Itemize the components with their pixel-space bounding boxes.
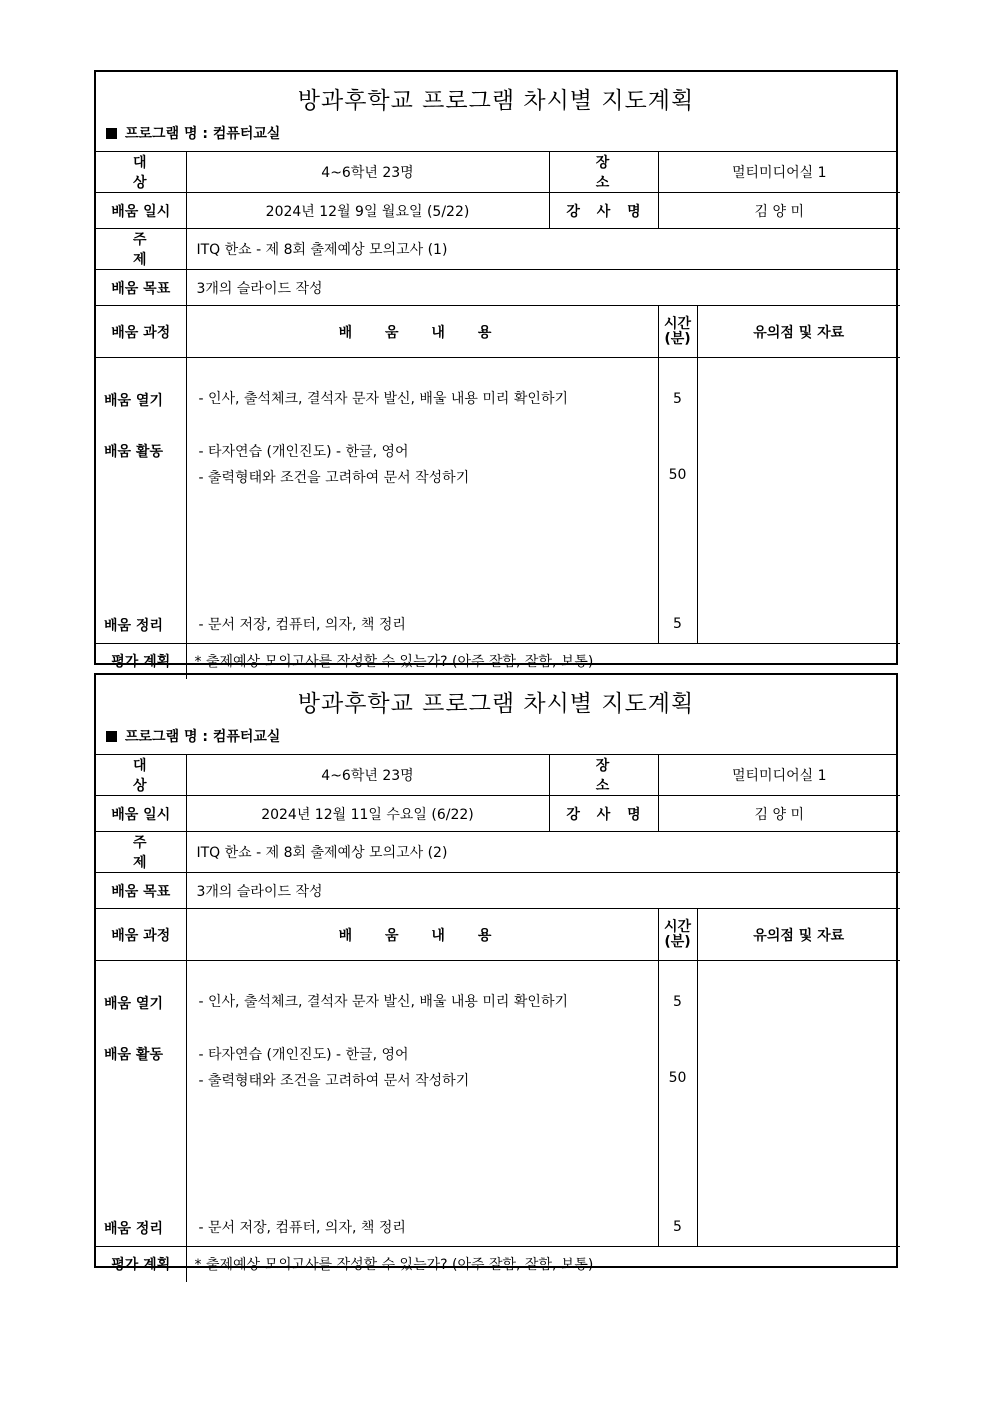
stage-contents (186, 961, 658, 1247)
target-value: 4~6학년 23명 (186, 152, 549, 193)
notes-label: 유의점 및 자료 (697, 306, 900, 358)
instructor-label: 강 사 명 (549, 193, 658, 229)
content-label: 배 움 내 용 (186, 306, 658, 358)
instructor-value: 김 양 미 (658, 796, 900, 832)
stage-minutes (658, 961, 697, 1247)
program-name-text: 프로그램 명 : 컴퓨터교실 (125, 729, 281, 745)
plan-header (96, 72, 896, 152)
place-label: 장 소 (549, 755, 658, 796)
lesson-plan-2 (94, 673, 898, 1274)
target-value: 4~6학년 23명 (186, 755, 549, 796)
lesson-plan-1 (94, 70, 898, 671)
notes-cell (697, 961, 900, 1247)
stage-name: 배움 열기 (104, 996, 163, 1012)
target-label: 대 상 (96, 152, 186, 193)
content-line: - 출력형태와 조건을 고려하여 문서 작성하기 (198, 470, 470, 486)
eval-label: 평가 계획 (96, 644, 186, 679)
stage-names (96, 358, 186, 644)
content-label: 배 움 내 용 (186, 909, 658, 961)
minutes-value: 5 (673, 391, 682, 407)
goal-value: 3개의 슬라이드 작성 (186, 873, 900, 909)
square-bullet-icon (106, 128, 117, 139)
instructor-label: 강 사 명 (549, 796, 658, 832)
stage-names (96, 961, 186, 1247)
content-line: - 타자연습 (개인진도) - 한글, 영어 (198, 1047, 409, 1063)
content-line: - 문서 저장, 컴퓨터, 의자, 책 정리 (198, 1220, 406, 1236)
notes-cell (697, 358, 900, 644)
place-value: 멀티미디어실 1 (658, 152, 900, 193)
eval-label: 평가 계획 (96, 1247, 186, 1282)
topic-label: 주 제 (96, 229, 186, 270)
content-line: - 타자연습 (개인진도) - 한글, 영어 (198, 444, 409, 460)
plan-header (96, 675, 896, 755)
eval-value: * 출제예상 모의고사를 작성할 수 있는가? (아주 잘함, 잘함, 보통) (186, 1247, 900, 1282)
process-label: 배움 과정 (96, 306, 186, 358)
time-label-2: (분) (664, 330, 691, 347)
time-label-1: 시간 (663, 918, 692, 935)
process-label: 배움 과정 (96, 909, 186, 961)
stage-name: 배움 정리 (104, 1221, 163, 1237)
eval-value: * 출제예상 모의고사를 작성할 수 있는가? (아주 잘함, 잘함, 보통) (186, 644, 900, 679)
minutes-value: 50 (668, 1070, 687, 1086)
plan-title: 방과후학교 프로그램 차시별 지도계획 (297, 691, 695, 717)
topic-value: ITQ 한쇼 - 제 8회 출제예상 모의고사 (2) (186, 832, 900, 873)
target-label: 대 상 (96, 755, 186, 796)
time-label (658, 306, 697, 358)
minutes-value: 5 (673, 616, 682, 632)
time-label-2: (분) (664, 933, 691, 950)
stage-name: 배움 정리 (104, 618, 163, 634)
datetime-label: 배움 일시 (96, 193, 186, 229)
stage-name: 배움 열기 (104, 393, 163, 409)
stage-minutes (658, 358, 697, 644)
plan-title: 방과후학교 프로그램 차시별 지도계획 (297, 88, 695, 114)
goal-label: 배움 목표 (96, 873, 186, 909)
program-name (106, 726, 280, 746)
content-line: - 문서 저장, 컴퓨터, 의자, 책 정리 (198, 617, 406, 633)
content-line: - 인사, 출석체크, 결석자 문자 발신, 배울 내용 미리 확인하기 (198, 391, 569, 407)
minutes-value: 5 (673, 994, 682, 1010)
instructor-value: 김 양 미 (658, 193, 900, 229)
stage-contents (186, 358, 658, 644)
datetime-label: 배움 일시 (96, 796, 186, 832)
goal-label: 배움 목표 (96, 270, 186, 306)
topic-label: 주 제 (96, 832, 186, 873)
stage-name: 배움 활동 (104, 1047, 163, 1063)
stage-name: 배움 활동 (104, 444, 163, 460)
plan-table (96, 152, 900, 679)
minutes-value: 5 (673, 1219, 682, 1235)
datetime-value: 2024년 12월 11일 수요일 (6/22) (186, 796, 549, 832)
square-bullet-icon (106, 731, 117, 742)
time-label-1: 시간 (663, 315, 692, 332)
minutes-value: 50 (668, 467, 687, 483)
goal-value: 3개의 슬라이드 작성 (186, 270, 900, 306)
time-label (658, 909, 697, 961)
program-name-text: 프로그램 명 : 컴퓨터교실 (125, 126, 281, 142)
plan-table (96, 755, 900, 1282)
place-label: 장 소 (549, 152, 658, 193)
datetime-value: 2024년 12월 9일 월요일 (5/22) (186, 193, 549, 229)
program-name (106, 123, 280, 143)
content-line: - 출력형태와 조건을 고려하여 문서 작성하기 (198, 1073, 470, 1089)
content-line: - 인사, 출석체크, 결석자 문자 발신, 배울 내용 미리 확인하기 (198, 994, 569, 1010)
notes-label: 유의점 및 자료 (697, 909, 900, 961)
topic-value: ITQ 한쇼 - 제 8회 출제예상 모의고사 (1) (186, 229, 900, 270)
place-value: 멀티미디어실 1 (658, 755, 900, 796)
